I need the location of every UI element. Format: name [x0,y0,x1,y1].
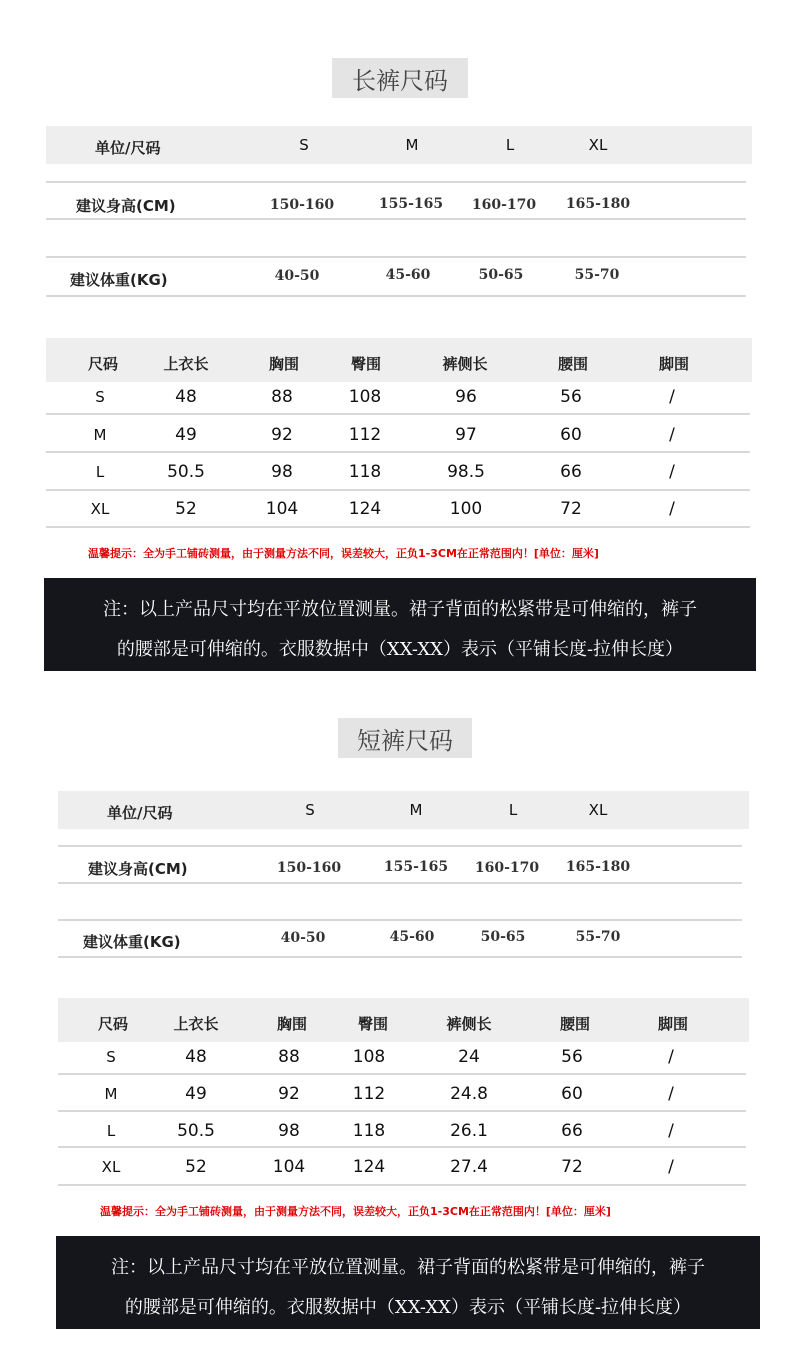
height-value: 160-170 [474,860,540,876]
note-line: 的腰部是可伸缩的。衣服数据中（XX-XX）表示（平铺长度-拉伸长度） [116,639,684,660]
size-cell: S [106,1048,116,1066]
size-header-cell: S [305,801,315,819]
value-cell: 72 [560,499,582,519]
measure-header-cell: 上衣长 [163,355,209,373]
warning-text: 温馨提示：全为手工铺砖测量，由于测量方法不同，误差较大，正负1-3CM在正常范围内！[单位：厘米] [100,1205,611,1218]
value-cell: 96 [455,387,477,407]
note-box [56,1236,760,1329]
note-line: 注：以上产品尺寸均在平放位置测量。裙子背面的松紧带是可伸缩的，裤子 [111,1257,705,1278]
value-cell: 66 [560,462,582,482]
value-cell: 108 [348,387,382,407]
value-cell: 92 [278,1084,300,1104]
size-header-label: 单位/尺码 [107,804,173,822]
height-value: 150-160 [269,197,335,213]
row-divider [46,413,750,415]
size-cell: S [95,388,105,406]
value-cell: 88 [278,1047,300,1067]
size-header-cell: M [405,136,419,154]
measure-header-cell: 尺码 [87,355,119,373]
value-cell: 118 [352,1121,386,1141]
value-cell: / [669,462,675,482]
size-cell: L [106,1122,116,1140]
value-cell: 49 [185,1084,207,1104]
value-cell: / [668,1084,674,1104]
size-header-cell: M [409,801,423,819]
value-cell: 118 [348,462,382,482]
value-cell: / [669,387,675,407]
row-divider [46,181,746,183]
measure-header-cell: 臀围 [350,355,382,373]
row-divider [46,526,750,528]
measure-header-cell: 胸围 [276,1015,308,1033]
value-cell: 52 [175,499,197,519]
value-cell: 112 [348,425,382,445]
value-cell: / [669,499,675,519]
value-cell: 124 [352,1157,386,1177]
row-divider [58,919,742,921]
size-cell: L [95,463,105,481]
measure-header-cell: 脚围 [658,355,690,373]
value-cell: / [669,425,675,445]
value-cell: 60 [560,425,582,445]
weight-value: 50-65 [480,929,526,945]
size-header-cell: XL [588,136,608,154]
value-cell: 92 [271,425,293,445]
value-cell: 104 [265,499,299,519]
value-cell: 24.8 [450,1084,488,1104]
value-cell: 66 [561,1121,583,1141]
value-cell: 98 [271,462,293,482]
height-row-label: 建议身高(CM) [76,197,176,215]
weight-row-label: 建议体重(KG) [83,933,181,951]
weight-value: 45-60 [385,267,431,283]
measure-header-cell: 臀围 [357,1015,389,1033]
weight-value: 50-65 [478,267,524,283]
size-cell: XL [101,1158,121,1176]
value-cell: / [668,1047,674,1067]
size-header-cell: S [299,136,309,154]
value-cell: 97 [455,425,477,445]
value-cell: 50.5 [167,462,205,482]
value-cell: 56 [560,387,582,407]
value-cell: / [668,1121,674,1141]
weight-value: 45-60 [389,929,435,945]
weight-value: 40-50 [274,268,320,284]
value-cell: 50.5 [177,1121,215,1141]
value-cell: 108 [352,1047,386,1067]
weight-row-label: 建议体重(KG) [70,271,168,289]
warning-text: 温馨提示：全为手工铺砖测量，由于测量方法不同，误差较大，正负1-3CM在正常范围内！[单位：厘米] [88,547,599,560]
measure-header-cell: 裤侧长 [442,355,488,373]
row-divider [58,882,742,884]
measure-header-cell: 腰围 [557,355,589,373]
size-cell: M [93,426,107,444]
row-divider [58,956,742,958]
row-divider [46,451,750,453]
row-divider [58,1073,746,1075]
value-cell: 52 [185,1157,207,1177]
note-line: 注：以上产品尺寸均在平放位置测量。裙子背面的松紧带是可伸缩的，裤子 [103,599,697,620]
row-divider [58,845,742,847]
measure-header-band [46,338,752,382]
measure-header-cell: 胸围 [268,355,300,373]
value-cell: 112 [352,1084,386,1104]
size-header-cell: XL [588,801,608,819]
value-cell: 56 [561,1047,583,1067]
row-divider [46,256,746,258]
row-divider [46,489,750,491]
size-header-label: 单位/尺码 [95,139,161,157]
size-cell: XL [90,500,110,518]
value-cell: 98.5 [447,462,485,482]
measure-header-cell: 腰围 [559,1015,591,1033]
weight-value: 40-50 [280,930,326,946]
height-value: 165-180 [565,859,631,875]
measure-header-cell: 脚围 [657,1015,689,1033]
value-cell: 26.1 [450,1121,488,1141]
measure-header-cell: 上衣长 [173,1015,219,1033]
value-cell: 98 [278,1121,300,1141]
section-title: 短裤尺码 [338,718,472,758]
measure-header-cell: 尺码 [97,1015,129,1033]
size-header-cell: L [505,136,515,154]
weight-value: 55-70 [574,267,620,283]
value-cell: 27.4 [450,1157,488,1177]
value-cell: / [668,1157,674,1177]
value-cell: 100 [449,499,483,519]
weight-value: 55-70 [575,929,621,945]
section-title: 长裤尺码 [332,58,468,98]
size-header-cell: L [508,801,518,819]
size-cell: M [104,1085,118,1103]
value-cell: 88 [271,387,293,407]
height-value: 155-165 [383,859,449,875]
measure-header-band [58,998,749,1042]
note-line: 的腰部是可伸缩的。衣服数据中（XX-XX）表示（平铺长度-拉伸长度） [124,1297,692,1318]
value-cell: 104 [272,1157,306,1177]
row-divider [58,1110,746,1112]
note-box [44,578,756,671]
row-divider [46,295,746,297]
value-cell: 49 [175,425,197,445]
value-cell: 60 [561,1084,583,1104]
measure-header-cell: 裤侧长 [446,1015,492,1033]
value-cell: 48 [175,387,197,407]
value-cell: 48 [185,1047,207,1067]
value-cell: 124 [348,499,382,519]
height-value: 150-160 [276,860,342,876]
height-row-label: 建议身高(CM) [88,860,188,878]
value-cell: 24 [458,1047,480,1067]
height-value: 160-170 [471,197,537,213]
height-value: 155-165 [378,196,444,212]
row-divider [46,218,746,220]
height-value: 165-180 [565,196,631,212]
row-divider [58,1184,746,1186]
value-cell: 72 [561,1157,583,1177]
row-divider [58,1146,746,1148]
